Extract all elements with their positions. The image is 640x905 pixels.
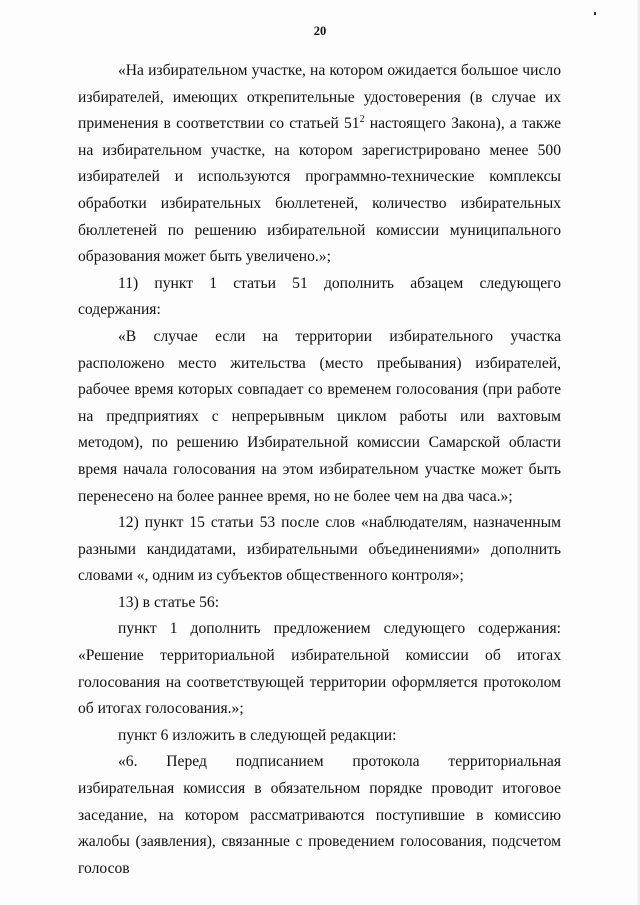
paragraph-1-text-cont: настоящего Закона), а также на избирательном участке, на котором зарегистрировано менее 500 избирателей и используются программно-технические комплексы обработки избирательных бюллетеней, количество избирательных бюллетеней по решению избирательной комиссии муниципального образования может быть увеличено.»; bbox=[78, 115, 561, 266]
document-body bbox=[78, 58, 561, 882]
paragraph-2: 11) пункт 1 статьи 51 дополнить абзацем следующего содержания: bbox=[78, 274, 561, 319]
superscript-article-number: 2 bbox=[359, 114, 365, 125]
paragraph-7: пункт 6 изложить в следующей редакции: bbox=[118, 726, 397, 744]
paragraph-1 bbox=[78, 58, 561, 271]
paragraph-4: 12) пункт 15 статьи 53 после слов «наблюдателям, назначенным разными кандидатами, избирательными объединениями» дополнить словами «, одним из субъектов общественного контроля»; bbox=[78, 514, 561, 585]
paragraph-3: «В случае если на территории избирательного участка расположено место жительства (место пребывания) избирателей, рабочее время которых совпадает со временем голосования (при работе на предприятиях с непрерывным циклом работы или вахтовым методом), по решению Избирательной комиссии Самарской области время начала голосования на этом избирательном участке может быть перенесено на более раннее время, но не более чем на два часа.»; bbox=[78, 327, 561, 505]
paragraph-6: пункт 1 дополнить предложением следующего содержания: «Решение территориальной избирательной комиссии об итогах голосования на соответствующей территории оформляется протоколом об итогах голосования.»; bbox=[78, 620, 561, 718]
paragraph-1-text: «На избирательном участке, на котором ожидается большое число избирателей, имеющих открепительные удостоверения (в случае их применения в соответствии со статьей 51 bbox=[78, 62, 561, 133]
page-number: 20 bbox=[313, 24, 327, 38]
paragraph-8: «6. Перед подписанием протокола территориальная избирательная комиссия в обязательном порядке проводит итоговое заседание, на котором рассматриваются поступившие в комиссию жалобы (заявления), связанные с проведением голосования, подсчетом голосов bbox=[78, 753, 561, 877]
scan-artifact bbox=[594, 12, 596, 15]
paragraph-5: 13) в статье 56: bbox=[118, 593, 220, 611]
